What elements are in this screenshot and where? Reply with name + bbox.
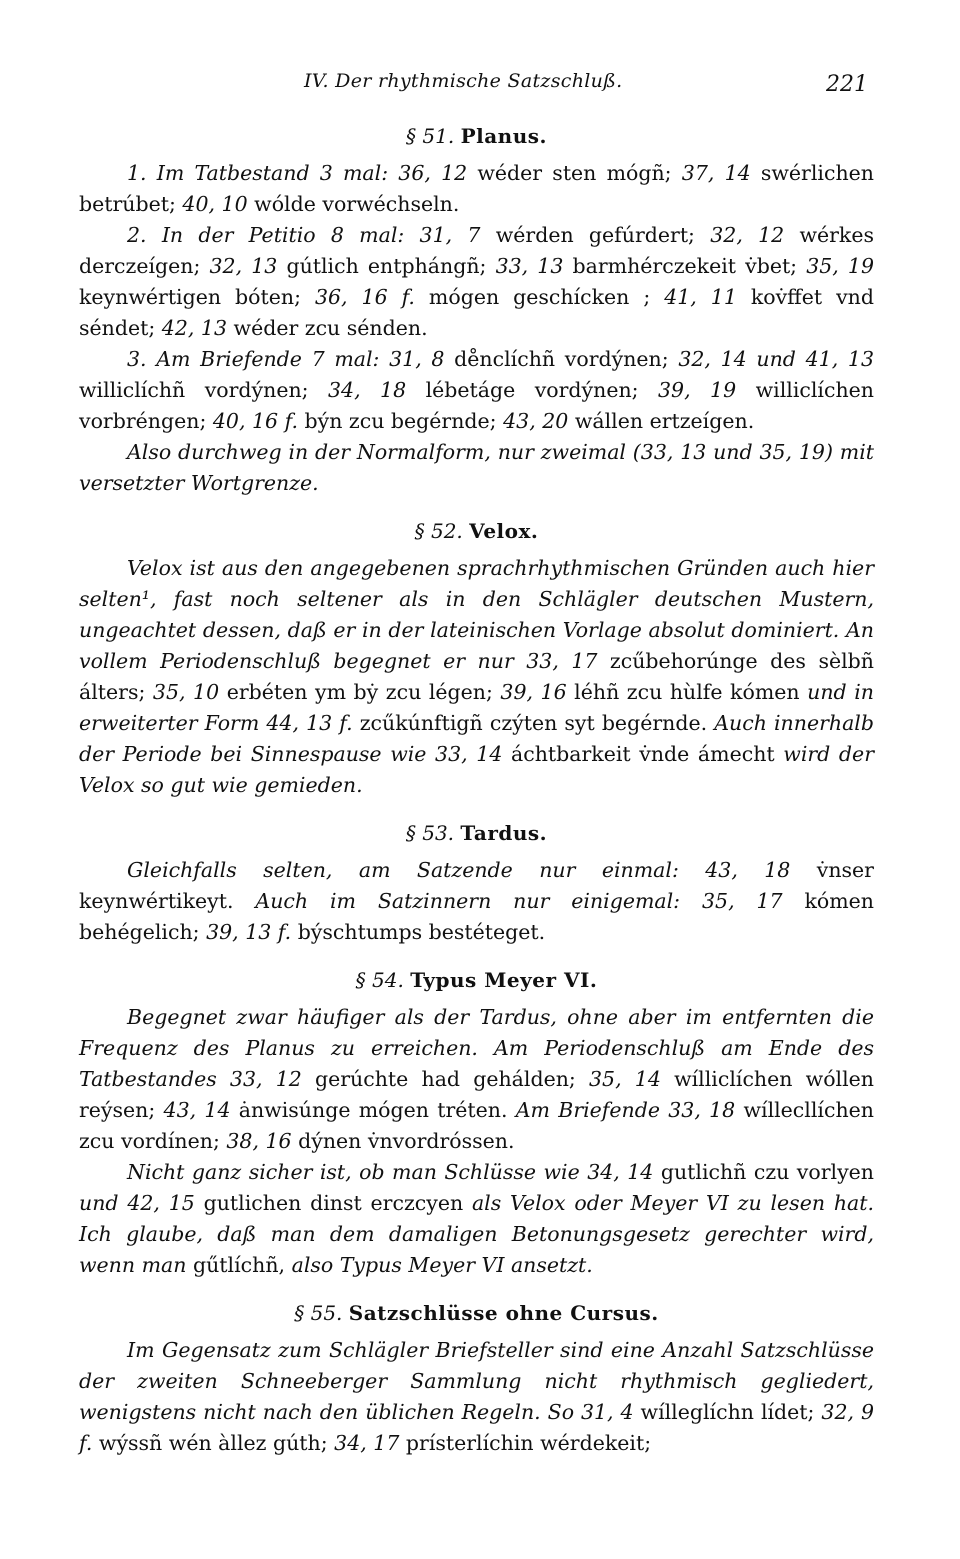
italic-text: Im Gegensatz zum Schlägler Briefsteller sind eine Anzahl Satzschlüsse der zweiten Schneeberger Sammlung nicht rhythmisch gegliedert, wenigstens nicht nach den üblichen Regeln. So 31, 4	[79, 1338, 874, 1424]
section-heading	[79, 968, 874, 992]
section-title: Typus Meyer VI.	[410, 968, 598, 992]
italic-text: 34, 17	[334, 1431, 400, 1455]
section-symbol: §	[406, 124, 417, 148]
section-number: 53.	[422, 821, 455, 845]
italic-text: 39, 13 f.	[206, 920, 292, 944]
quoted-text: býschtumps bestéteget.	[291, 920, 546, 944]
paragraph	[79, 553, 874, 801]
italic-text: 35, 14	[589, 1067, 661, 1091]
quoted-text: gútlich entphángñ;	[277, 254, 496, 278]
italic-text: 32, 12	[710, 223, 785, 247]
paragraph	[79, 1335, 874, 1459]
italic-text: 40, 16 f.	[212, 409, 298, 433]
quoted-text: wállen ertzeígen.	[568, 409, 755, 433]
italic-text: 35, 10	[152, 680, 220, 704]
quoted-text: keynwértigen bóten;	[79, 285, 315, 309]
running-header	[79, 70, 874, 104]
section-symbol: §	[294, 1301, 305, 1325]
italic-text: 32, 13	[209, 254, 278, 278]
quoted-text: wíllecllíchen zcu vordínen;	[79, 1098, 874, 1153]
quoted-text: zcűbehorúnge des sèlbñ álters;	[79, 649, 874, 704]
section-symbol: §	[405, 821, 416, 845]
quoted-text: lébetáge vordýnen;	[406, 378, 659, 402]
paragraph	[79, 1157, 874, 1281]
section-title: Tardus.	[460, 821, 548, 845]
italic-text: Also durchweg in der Normalform, nur zweimal (33, 13 und 35, 19) mit versetzter Wortgrenze.	[79, 440, 874, 495]
italic-text: Gleichfalls selten, am Satzende nur einmal: 43, 18	[127, 858, 791, 882]
italic-text: Auch innerhalb der Periode bei Sinnespause wie 33, 14	[79, 711, 874, 766]
italic-text: wird der Velox so gut wie gemieden.	[79, 742, 874, 797]
paragraph	[79, 855, 874, 948]
italic-text: Auch im Satzinnern nur einigemal: 35, 17	[255, 889, 783, 913]
paragraph	[79, 437, 874, 499]
section-heading	[79, 519, 874, 543]
italic-text: 36, 16 f.	[314, 285, 415, 309]
quoted-text: gutlichñ czu vorlyen	[653, 1160, 874, 1184]
quoted-text: prísterlíchin wérdekeit;	[399, 1431, 652, 1455]
quoted-text: wílleglíchn lídet;	[633, 1400, 822, 1424]
italic-text: 39, 16	[500, 680, 567, 704]
italic-text: und 42, 15	[79, 1191, 195, 1215]
section-number: 55.	[310, 1301, 343, 1325]
page-number: 221	[826, 72, 868, 97]
quoted-text: williclíchñ vordýnen;	[79, 378, 329, 402]
italic-text: 32, 14 und 41, 13	[678, 347, 874, 371]
italic-text: 37, 14	[681, 161, 751, 185]
italic-text: 39, 19	[658, 378, 737, 402]
italic-text: 41, 11	[664, 285, 737, 309]
italic-text: Nicht ganz sicher ist, ob man Schlüsse wie 34, 14	[127, 1160, 654, 1184]
italic-text: 38, 16	[226, 1129, 292, 1153]
quoted-text: gutlichen dinst erczcyen	[194, 1191, 472, 1215]
italic-text: 34, 18	[328, 378, 407, 402]
paragraph	[79, 1002, 874, 1157]
italic-text: 43, 20	[503, 409, 569, 433]
quoted-text: býn zcu begérnde;	[297, 409, 504, 433]
quoted-text: barmhérczekeit v̇bet;	[563, 254, 807, 278]
quoted-text: wéder zcu sénden.	[227, 316, 428, 340]
italic-text: Velox ist aus den angegebenen sprachrhythmischen Gründen auch hier selten¹, fast noch seltener als in den Schlägler deutschen Mustern, ungeachtet dessen, daß er in der lateinischen Vorlage absolut dominiert. An vollem Periodenschluß begegnet er nur 33, 17	[79, 556, 874, 673]
italic-text: Am Briefende 33, 18	[515, 1098, 736, 1122]
italic-text: 1. Im Tatbestand 3 mal: 36, 12	[127, 161, 468, 185]
quoted-text: áchtbarkeit v̇nde ámecht	[502, 742, 784, 766]
paragraph	[79, 158, 874, 220]
section-symbol: §	[355, 968, 366, 992]
italic-text: als Velox oder Meyer VI zu lesen hat. Ich glaube, daß man dem damaligen Betonungsgesetz gerechter wird, wenn man	[79, 1191, 875, 1277]
quoted-text: wílliclíchen wóllen reýsen;	[79, 1067, 874, 1122]
quoted-text: erbéten ym bẏ zcu légen;	[219, 680, 501, 704]
quoted-text: gerúchte had gehálden;	[301, 1067, 590, 1091]
italic-text: 3. Am Briefende 7 mal: 31, 8	[127, 347, 445, 371]
quoted-text: wýssñ wén àllez gúth;	[92, 1431, 335, 1455]
quoted-text: kov̇ffet vnd séndet;	[79, 285, 874, 340]
section-heading	[79, 124, 874, 148]
quoted-text: v̇nser keynwértikeyt.	[79, 858, 874, 913]
quoted-text: wérden gefúrdert;	[480, 223, 711, 247]
quoted-text: mógen geschícken ;	[414, 285, 665, 309]
italic-text: 35, 19	[806, 254, 875, 278]
italic-text: also Typus Meyer VI ansetzt.	[291, 1253, 593, 1277]
quoted-text: swérlichen betrúbet;	[79, 161, 874, 216]
quoted-text: wérkes derczeígen;	[79, 223, 874, 278]
section-number: 51.	[422, 124, 455, 148]
paragraph	[79, 344, 874, 437]
italic-text: 2. In der Petitio 8 mal: 31, 7	[127, 223, 481, 247]
section-number: 52.	[430, 519, 463, 543]
quoted-text: dýnen v̇nvordróssen.	[291, 1129, 515, 1153]
italic-text: 32, 9 f.	[79, 1400, 874, 1455]
quoted-text: williclíchen vorbréngen;	[79, 378, 874, 433]
italic-text: 42, 13	[161, 316, 227, 340]
paragraph	[79, 220, 874, 344]
italic-text: und in erweiterter Form 44, 13 f.	[79, 680, 874, 735]
italic-text: 33, 13	[495, 254, 564, 278]
italic-text: 40, 10	[182, 192, 248, 216]
page-body	[79, 124, 874, 1459]
running-title: IV. Der rhythmische Satzschluß.	[304, 70, 623, 92]
section-heading	[79, 1301, 874, 1325]
quoted-text: wólde vorwéchseln.	[247, 192, 460, 216]
italic-text: 43, 14	[163, 1098, 231, 1122]
italic-text: Begegnet zwar häufiger als der Tardus, ohne aber im entfernten die Frequenz des Planus zu erreichen. Am Periodenschluß am Ende des Tatbestandes 33, 12	[79, 1005, 874, 1091]
section-title: Planus.	[460, 124, 547, 148]
quoted-text: wéder sten mógñ;	[467, 161, 682, 185]
quoted-text: kómen behégelich;	[79, 889, 874, 944]
quoted-text: léhñ zcu hùlfe kómen	[566, 680, 808, 704]
section-heading	[79, 821, 874, 845]
quoted-text: ȧnwisúnge mógen tréten.	[230, 1098, 516, 1122]
section-title: Satzschlüsse ohne Cursus.	[348, 1301, 659, 1325]
quoted-text: de̊nclíchñ vordýnen;	[444, 347, 679, 371]
section-number: 54.	[372, 968, 404, 992]
quoted-text: gűtlíchñ,	[186, 1253, 292, 1277]
quoted-text: zcűkúnftigñ czýten syt begérnde.	[352, 711, 715, 735]
section-title: Velox.	[469, 519, 539, 543]
section-symbol: §	[414, 519, 425, 543]
